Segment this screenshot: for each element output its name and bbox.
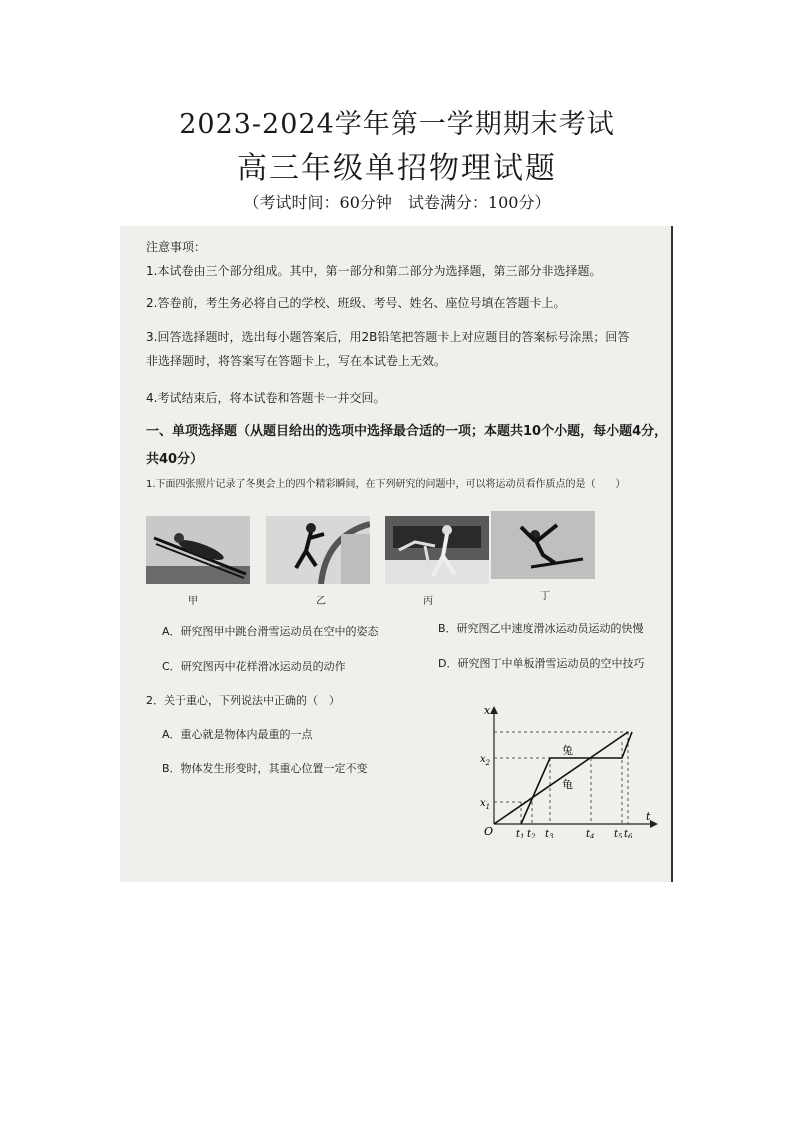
question-2-option-a: A．重心就是物体内最重的一点 <box>162 728 313 741</box>
hare-line <box>521 732 632 824</box>
position-time-graph <box>366 678 666 838</box>
t-axis-arrow <box>650 820 658 828</box>
t3-tick-label: $t_3$ <box>545 829 554 838</box>
tortoise-line <box>494 732 628 824</box>
t1-tick-label: $t_1$ <box>516 829 525 838</box>
section1-heading: 一、单项选择题（从题目给出的选项中选择最合适的一项；本题共10个小题，每小题4分， <box>146 424 668 439</box>
photo-snowboard <box>491 511 595 579</box>
question-2-stem: 2．关于重心，下列说法中正确的（ ） <box>146 694 340 707</box>
exam-info: （考试时间：60分钟 试卷满分：100分） <box>243 193 551 212</box>
notice-item-3b: 非选择题时，将答案写在答题卡上，写在本试卷上无效。 <box>146 354 447 368</box>
notice-item-2: 2.答卷前，考生务必将自己的学校、班级、考号、姓名、座位号填在答题卡上。 <box>146 296 566 310</box>
t6-tick-label: $t_6$ <box>624 829 633 838</box>
x2-tick-label: $x_2$ <box>480 754 491 767</box>
photo-ski-jump <box>146 516 250 584</box>
question-1-stem: 1.下面四张照片记录了冬奥会上的四个精彩瞬间，在下列研究的问题中，可以将运动员看作质点的是（ ） <box>146 479 626 490</box>
t4-tick-label: $t_4$ <box>586 829 595 838</box>
photo-speed-skating <box>266 516 370 584</box>
hare-label: 兔 <box>562 744 573 757</box>
t-axis-label: t <box>646 810 651 823</box>
notice-item-1: 1.本试卷由三个部分组成。其中，第一部分和第二部分为选择题，第三部分非选择题。 <box>146 264 602 278</box>
exam-title-subject: 高三年级单招物理试题 <box>237 151 557 186</box>
section1-heading-cont: 共40分） <box>146 452 204 467</box>
exam-title-year: 2023-2024学年第一学期期末考试 <box>179 109 615 140</box>
photo-figure-skating <box>385 516 489 584</box>
question-1-option-d: D．研究图丁中单板滑雪运动员的空中技巧 <box>438 657 645 670</box>
notice-heading: 注意事项： <box>146 240 207 254</box>
question-1-option-a: A．研究图甲中跳台滑雪运动员在空中的姿态 <box>162 625 379 638</box>
tortoise-label: 龟 <box>562 778 573 791</box>
x1-tick-label: $x_1$ <box>480 798 491 811</box>
question-1-option-b: B．研究图乙中速度滑冰运动员运动的快慢 <box>438 622 644 635</box>
photo-caption-ding: 丁 <box>540 591 550 602</box>
photo-caption-jia: 甲 <box>188 596 198 607</box>
exam-sheet <box>120 226 673 882</box>
notice-item-4: 4.考试结束后，将本试卷和答题卡一并交回。 <box>146 391 386 405</box>
question-2-option-b: B．物体发生形变时，其重心位置一定不变 <box>162 762 368 775</box>
t2-tick-label: $t_2$ <box>527 829 536 838</box>
origin-label: O <box>484 825 494 838</box>
photo-caption-yi: 乙 <box>316 596 326 607</box>
x-axis-arrow <box>490 706 498 714</box>
photo-caption-bing: 丙 <box>423 596 433 607</box>
notice-item-3a: 3.回答选择题时，选出每小题答案后，用2B铅笔把答题卡上对应题目的答案标号涂黑；回答 <box>146 330 630 344</box>
x-axis-label: x <box>484 704 491 717</box>
question-1-option-c: C．研究图丙中花样滑冰运动员的动作 <box>162 660 346 673</box>
t5-tick-label: $t_5$ <box>614 829 623 838</box>
